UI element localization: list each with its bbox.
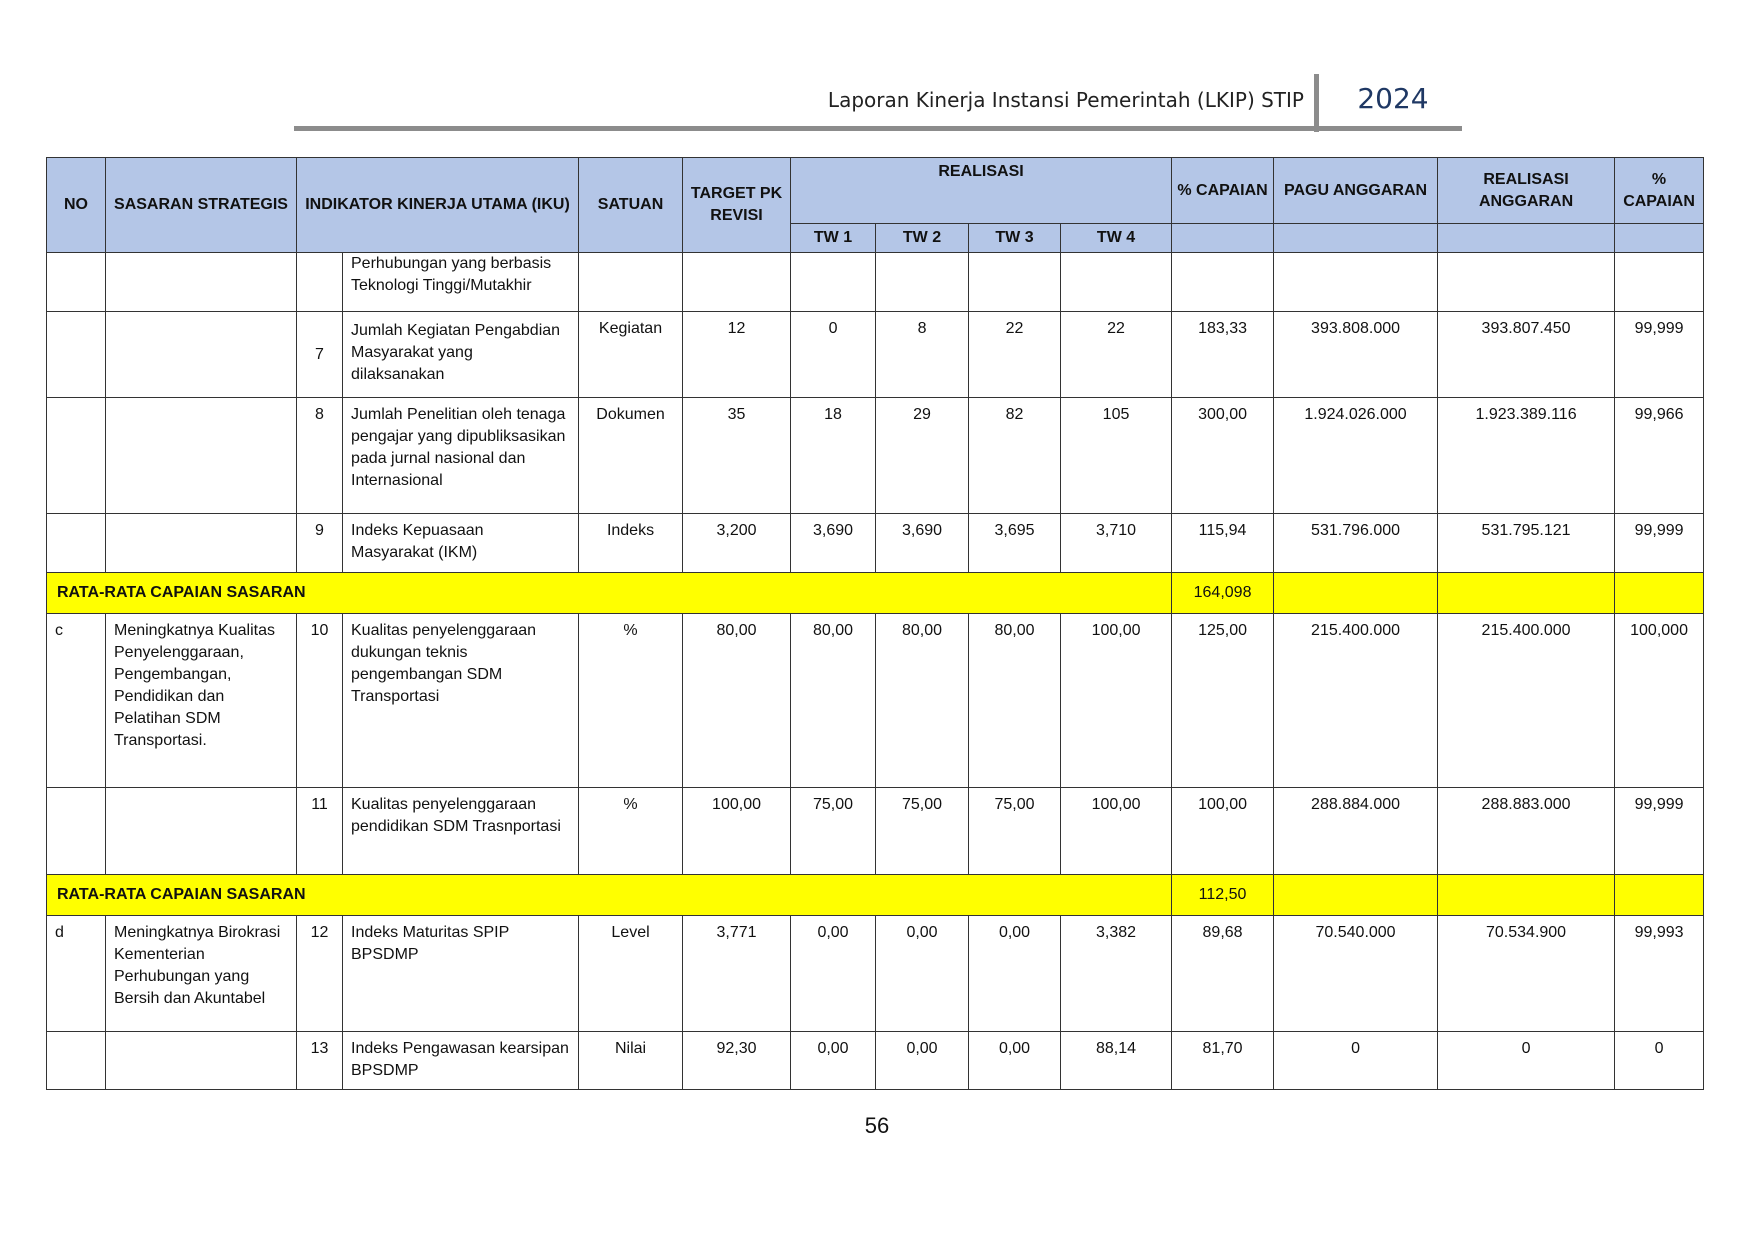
table-row bbox=[47, 312, 1704, 398]
table-row bbox=[47, 514, 1704, 573]
cell-tw4: 100,00 bbox=[1061, 788, 1172, 875]
average-empty-cell bbox=[1438, 573, 1615, 614]
average-value: 164,098 bbox=[1172, 573, 1274, 614]
cell-tw2: 0,00 bbox=[876, 916, 969, 1032]
cell-iku-number: 9 bbox=[297, 514, 343, 573]
cell-iku-number: 13 bbox=[297, 1032, 343, 1090]
cell-no bbox=[47, 788, 106, 875]
cell-target: 12 bbox=[683, 312, 791, 398]
cell-iku: Jumlah Penelitian oleh tenaga pengajar yang dipubliksasikan pada jurnal nasional dan Internasional bbox=[343, 398, 579, 514]
cell-tw2: 29 bbox=[876, 398, 969, 514]
average-row bbox=[47, 875, 1704, 916]
cell-iku-number bbox=[297, 253, 343, 312]
col-header-capaian-anggaran-blank bbox=[1615, 224, 1704, 253]
cell-capaian-anggaran: 99,999 bbox=[1615, 788, 1704, 875]
cell-no bbox=[47, 312, 106, 398]
cell-tw4 bbox=[1061, 253, 1172, 312]
cell-tw2: 3,690 bbox=[876, 514, 969, 573]
table-row bbox=[47, 398, 1704, 514]
cell-sasaran bbox=[106, 1032, 297, 1090]
cell-iku-number: 8 bbox=[297, 398, 343, 514]
cell-iku-number: 11 bbox=[297, 788, 343, 875]
table-row bbox=[47, 614, 1704, 788]
cell-iku-number: 7 bbox=[297, 312, 343, 398]
cell-iku: Perhubungan yang berbasis Teknologi Tinggi/Mutakhir bbox=[343, 253, 579, 312]
cell-tw4: 3,382 bbox=[1061, 916, 1172, 1032]
cell-tw4: 105 bbox=[1061, 398, 1172, 514]
col-header-tw1: TW 1 bbox=[791, 224, 876, 253]
cell-capaian-anggaran: 0 bbox=[1615, 1032, 1704, 1090]
cell-realisasi-anggaran: 0 bbox=[1438, 1032, 1615, 1090]
cell-tw1: 80,00 bbox=[791, 614, 876, 788]
cell-iku: Indeks Pengawasan kearsipan BPSDMP bbox=[343, 1032, 579, 1090]
cell-pagu: 215.400.000 bbox=[1274, 614, 1438, 788]
cell-tw3 bbox=[969, 253, 1061, 312]
col-header-sasaran: SASARAN STRATEGIS bbox=[106, 158, 297, 253]
cell-pagu: 0 bbox=[1274, 1032, 1438, 1090]
cell-no: d bbox=[47, 916, 106, 1032]
cell-realisasi-anggaran: 288.883.000 bbox=[1438, 788, 1615, 875]
cell-tw3: 22 bbox=[969, 312, 1061, 398]
col-header-no: NO bbox=[47, 158, 106, 253]
cell-satuan bbox=[579, 253, 683, 312]
cell-sasaran: Meningkatnya Birokrasi Kementerian Perhubungan yang Bersih dan Akuntabel bbox=[106, 916, 297, 1032]
cell-pagu: 531.796.000 bbox=[1274, 514, 1438, 573]
table-row bbox=[47, 788, 1704, 875]
cell-tw1: 0,00 bbox=[791, 916, 876, 1032]
cell-sasaran bbox=[106, 788, 297, 875]
col-header-iku: INDIKATOR KINERJA UTAMA (IKU) bbox=[297, 158, 579, 253]
cell-capaian-anggaran: 99,999 bbox=[1615, 312, 1704, 398]
average-label: RATA-RATA CAPAIAN SASARAN bbox=[47, 875, 1172, 916]
col-header-capaian: % CAPAIAN bbox=[1172, 158, 1274, 224]
performance-table bbox=[46, 157, 1704, 1090]
cell-pagu: 393.808.000 bbox=[1274, 312, 1438, 398]
cell-tw1: 0,00 bbox=[791, 1032, 876, 1090]
table-row bbox=[47, 916, 1704, 1032]
cell-tw4: 22 bbox=[1061, 312, 1172, 398]
cell-pagu: 1.924.026.000 bbox=[1274, 398, 1438, 514]
table-row bbox=[47, 1032, 1704, 1090]
average-empty-cell bbox=[1438, 875, 1615, 916]
cell-capaian: 89,68 bbox=[1172, 916, 1274, 1032]
average-empty-cell bbox=[1615, 875, 1704, 916]
cell-tw1: 0 bbox=[791, 312, 876, 398]
cell-iku-number: 10 bbox=[297, 614, 343, 788]
page-number: 56 bbox=[864, 1113, 890, 1138]
col-header-tw4: TW 4 bbox=[1061, 224, 1172, 253]
cell-no: c bbox=[47, 614, 106, 788]
cell-no bbox=[47, 1032, 106, 1090]
average-value: 112,50 bbox=[1172, 875, 1274, 916]
cell-sasaran bbox=[106, 312, 297, 398]
col-header-tw2: TW 2 bbox=[876, 224, 969, 253]
cell-satuan: Nilai bbox=[579, 1032, 683, 1090]
cell-capaian bbox=[1172, 253, 1274, 312]
cell-capaian: 100,00 bbox=[1172, 788, 1274, 875]
average-row bbox=[47, 573, 1704, 614]
cell-tw3: 75,00 bbox=[969, 788, 1061, 875]
cell-tw1 bbox=[791, 253, 876, 312]
cell-iku: Indeks Maturitas SPIP BPSDMP bbox=[343, 916, 579, 1032]
cell-tw3: 3,695 bbox=[969, 514, 1061, 573]
col-header-pagu-blank bbox=[1274, 224, 1438, 253]
cell-satuan: Dokumen bbox=[579, 398, 683, 514]
col-header-satuan: SATUAN bbox=[579, 158, 683, 253]
col-header-pagu: PAGU ANGGARAN bbox=[1274, 158, 1438, 224]
cell-sasaran bbox=[106, 514, 297, 573]
report-year: 2024 bbox=[1357, 82, 1429, 115]
cell-capaian: 183,33 bbox=[1172, 312, 1274, 398]
cell-realisasi-anggaran: 215.400.000 bbox=[1438, 614, 1615, 788]
cell-capaian: 125,00 bbox=[1172, 614, 1274, 788]
cell-no bbox=[47, 253, 106, 312]
report-title: Laporan Kinerja Instansi Pemerintah (LKIP) STIP bbox=[827, 88, 1304, 112]
col-header-realisasi-anggaran: REALISASI ANGGARAN bbox=[1438, 158, 1615, 224]
average-label: RATA-RATA CAPAIAN SASARAN bbox=[47, 573, 1172, 614]
cell-satuan: % bbox=[579, 788, 683, 875]
cell-capaian-anggaran: 99,999 bbox=[1615, 514, 1704, 573]
col-header-capaian-anggaran: % CAPAIAN bbox=[1615, 158, 1704, 224]
cell-tw4: 3,710 bbox=[1061, 514, 1172, 573]
cell-target: 100,00 bbox=[683, 788, 791, 875]
cell-satuan: Level bbox=[579, 916, 683, 1032]
cell-tw1: 18 bbox=[791, 398, 876, 514]
cell-sasaran: Meningkatnya Kualitas Penyelenggaraan, Pengembangan, Pendidikan dan Pelatihan SDM Transportasi. bbox=[106, 614, 297, 788]
cell-tw3: 82 bbox=[969, 398, 1061, 514]
page-header bbox=[294, 72, 1462, 130]
cell-target: 80,00 bbox=[683, 614, 791, 788]
cell-tw1: 3,690 bbox=[791, 514, 876, 573]
cell-tw1: 75,00 bbox=[791, 788, 876, 875]
cell-capaian: 81,70 bbox=[1172, 1032, 1274, 1090]
cell-realisasi-anggaran bbox=[1438, 253, 1615, 312]
cell-capaian-anggaran: 100,000 bbox=[1615, 614, 1704, 788]
cell-satuan: Kegiatan bbox=[579, 312, 683, 398]
cell-satuan: % bbox=[579, 614, 683, 788]
header-divider-horizontal bbox=[294, 126, 1462, 131]
cell-no bbox=[47, 514, 106, 573]
cell-tw4: 88,14 bbox=[1061, 1032, 1172, 1090]
cell-target: 35 bbox=[683, 398, 791, 514]
cell-sasaran bbox=[106, 398, 297, 514]
cell-tw4: 100,00 bbox=[1061, 614, 1172, 788]
cell-realisasi-anggaran: 1.923.389.116 bbox=[1438, 398, 1615, 514]
cell-tw3: 80,00 bbox=[969, 614, 1061, 788]
average-empty-cell bbox=[1274, 573, 1438, 614]
col-header-capaian-blank bbox=[1172, 224, 1274, 253]
cell-capaian-anggaran bbox=[1615, 253, 1704, 312]
cell-tw2: 0,00 bbox=[876, 1032, 969, 1090]
col-header-target: TARGET PK REVISI bbox=[683, 158, 791, 253]
cell-tw2: 75,00 bbox=[876, 788, 969, 875]
cell-tw3: 0,00 bbox=[969, 916, 1061, 1032]
cell-capaian: 115,94 bbox=[1172, 514, 1274, 573]
average-empty-cell bbox=[1274, 875, 1438, 916]
table-row bbox=[47, 253, 1704, 312]
cell-realisasi-anggaran: 393.807.450 bbox=[1438, 312, 1615, 398]
col-header-realisasi-anggaran-blank bbox=[1438, 224, 1615, 253]
cell-iku: Jumlah Kegiatan Pengabdian Masyarakat yang dilaksanakan bbox=[343, 312, 579, 398]
cell-pagu bbox=[1274, 253, 1438, 312]
cell-target: 3,771 bbox=[683, 916, 791, 1032]
cell-capaian-anggaran: 99,966 bbox=[1615, 398, 1704, 514]
col-header-realisasi: REALISASI bbox=[791, 158, 1172, 224]
cell-satuan: Indeks bbox=[579, 514, 683, 573]
cell-capaian: 300,00 bbox=[1172, 398, 1274, 514]
cell-tw2: 80,00 bbox=[876, 614, 969, 788]
cell-realisasi-anggaran: 531.795.121 bbox=[1438, 514, 1615, 573]
cell-realisasi-anggaran: 70.534.900 bbox=[1438, 916, 1615, 1032]
cell-pagu: 70.540.000 bbox=[1274, 916, 1438, 1032]
average-empty-cell bbox=[1615, 573, 1704, 614]
cell-iku: Indeks Kepuasaan Masyarakat (IKM) bbox=[343, 514, 579, 573]
cell-iku-number: 12 bbox=[297, 916, 343, 1032]
cell-iku: Kualitas penyelenggaraan dukungan teknis pengembangan SDM Transportasi bbox=[343, 614, 579, 788]
cell-no bbox=[47, 398, 106, 514]
cell-iku: Kualitas penyelenggaraan pendidikan SDM Trasnportasi bbox=[343, 788, 579, 875]
cell-target bbox=[683, 253, 791, 312]
cell-tw2: 8 bbox=[876, 312, 969, 398]
cell-capaian-anggaran: 99,993 bbox=[1615, 916, 1704, 1032]
cell-tw2 bbox=[876, 253, 969, 312]
col-header-tw3: TW 3 bbox=[969, 224, 1061, 253]
cell-pagu: 288.884.000 bbox=[1274, 788, 1438, 875]
cell-target: 92,30 bbox=[683, 1032, 791, 1090]
cell-target: 3,200 bbox=[683, 514, 791, 573]
cell-tw3: 0,00 bbox=[969, 1032, 1061, 1090]
header-divider-vertical bbox=[1314, 74, 1319, 132]
cell-sasaran bbox=[106, 253, 297, 312]
